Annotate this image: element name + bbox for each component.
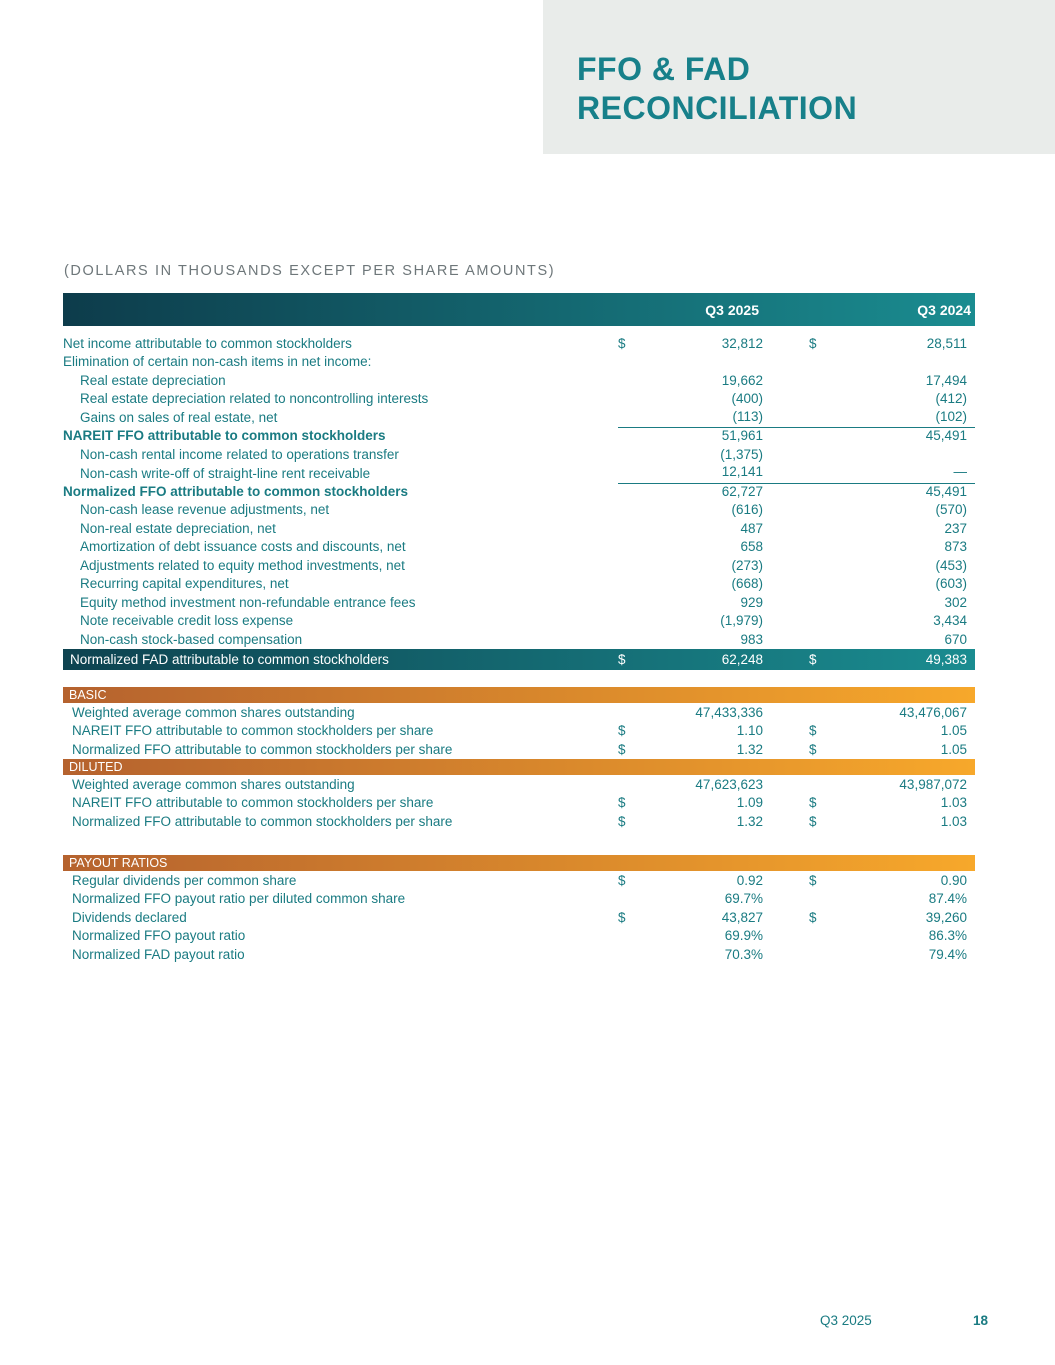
row-label: Normalized FAD attributable to common stockholders bbox=[70, 651, 389, 667]
value-q3-2025: 47,433,336 bbox=[695, 704, 763, 720]
value-q3-2024: 79.4% bbox=[928, 946, 967, 962]
footer-page-number: 18 bbox=[973, 1313, 989, 1328]
row-label: Normalized FFO payout ratio bbox=[72, 928, 246, 944]
dollar-sign-q3-2025: $ bbox=[618, 741, 626, 757]
row-label: Weighted average common shares outstanding bbox=[72, 704, 355, 720]
table-row bbox=[63, 871, 975, 890]
dollar-sign-q3-2024: $ bbox=[809, 651, 817, 667]
value-q3-2024: 87.4% bbox=[928, 891, 967, 907]
dollar-sign-q3-2025: $ bbox=[618, 335, 626, 351]
units-note: (DOLLARS IN THOUSANDS EXCEPT PER SHARE AMOUNTS) bbox=[64, 263, 556, 279]
row-label: Note receivable credit loss expense bbox=[80, 613, 294, 629]
row-label: Equity method investment non-refundable entrance fees bbox=[80, 594, 416, 610]
row-label: Normalized FFO attributable to common stockholders bbox=[63, 483, 409, 499]
section-gap bbox=[63, 831, 975, 855]
value-q3-2024: 237 bbox=[944, 520, 967, 536]
value-q3-2024: 28,511 bbox=[926, 335, 967, 351]
table-row bbox=[63, 908, 975, 927]
table-row bbox=[63, 575, 975, 594]
row-label: Normalized FFO attributable to common stockholders per share bbox=[72, 813, 453, 829]
value-q3-2024: 1.05 bbox=[940, 723, 967, 739]
table-row bbox=[63, 775, 975, 794]
value-q3-2025: 62,248 bbox=[721, 651, 763, 667]
value-q3-2025: 983 bbox=[740, 631, 763, 647]
value-q3-2025: 62,727 bbox=[721, 483, 763, 499]
value-q3-2025: 487 bbox=[740, 520, 763, 536]
table-row bbox=[63, 945, 975, 964]
row-label: Non-real estate depreciation, net bbox=[80, 520, 276, 536]
ffo-fad-table bbox=[63, 293, 975, 964]
value-q3-2024: — bbox=[839, 463, 975, 484]
dollar-sign-q3-2025 bbox=[618, 408, 648, 429]
row-label: Non-cash stock-based compensation bbox=[80, 631, 303, 647]
value-q3-2025: 12,141 bbox=[648, 463, 763, 484]
column-spacer bbox=[763, 463, 809, 484]
section-header-diluted: DILUTED bbox=[63, 759, 975, 776]
value-q3-2024: 670 bbox=[944, 631, 967, 647]
row-label: Net income attributable to common stockholders bbox=[63, 335, 352, 351]
table-row bbox=[63, 501, 975, 520]
row-label: NAREIT FFO attributable to common stockholders per share bbox=[72, 723, 434, 739]
row-label: Non-cash rental income related to operations transfer bbox=[80, 446, 399, 462]
table-row bbox=[63, 722, 975, 741]
value-q3-2024: (603) bbox=[935, 576, 967, 592]
page-title bbox=[577, 50, 857, 128]
value-q3-2025: (668) bbox=[731, 576, 763, 592]
row-label: Regular dividends per common share bbox=[72, 872, 297, 888]
total-row bbox=[63, 649, 975, 670]
value-q3-2025: 658 bbox=[740, 539, 763, 555]
value-q3-2024: 39,260 bbox=[925, 909, 967, 925]
row-label: Normalized FAD payout ratio bbox=[72, 946, 245, 962]
value-q3-2024: 873 bbox=[944, 539, 967, 555]
row-label: Amortization of debt issuance costs and discounts, net bbox=[80, 539, 406, 555]
value-q3-2025: 69.9% bbox=[724, 928, 763, 944]
row-label: Gains on sales of real estate, net bbox=[80, 410, 278, 426]
value-q3-2024: (412) bbox=[935, 391, 967, 407]
dollar-sign-q3-2024: $ bbox=[809, 909, 817, 925]
table-row bbox=[63, 812, 975, 831]
col-header-q3-2024: Q3 2024 bbox=[917, 301, 971, 318]
value-q3-2025: (1,375) bbox=[720, 446, 763, 462]
value-q3-2024: 43,987,072 bbox=[899, 776, 967, 792]
value-q3-2025: (1,979) bbox=[720, 613, 763, 629]
dollar-sign-q3-2024: $ bbox=[809, 813, 817, 829]
value-q3-2024: (102) bbox=[839, 408, 975, 429]
section-gap bbox=[63, 670, 975, 687]
value-q3-2025: 51,961 bbox=[721, 428, 763, 444]
table-header-bar bbox=[63, 293, 975, 326]
value-q3-2025: (400) bbox=[731, 391, 763, 407]
table-row bbox=[63, 593, 975, 612]
value-q3-2024: (570) bbox=[935, 502, 967, 518]
table-row bbox=[63, 464, 975, 483]
table-row bbox=[63, 371, 975, 390]
value-q3-2025: 70.3% bbox=[724, 946, 763, 962]
dollar-sign-q3-2024 bbox=[809, 408, 839, 429]
table-row bbox=[63, 794, 975, 813]
value-q3-2025: 0.92 bbox=[736, 872, 763, 888]
dollar-sign-q3-2024: $ bbox=[809, 741, 817, 757]
table-row bbox=[63, 890, 975, 909]
row-label: NAREIT FFO attributable to common stockholders per share bbox=[72, 795, 434, 811]
value-q3-2025: 1.32 bbox=[736, 813, 763, 829]
value-q3-2025: (273) bbox=[731, 557, 763, 573]
dollar-sign-q3-2024: $ bbox=[809, 335, 817, 351]
row-label: Weighted average common shares outstanding bbox=[72, 776, 355, 792]
section-header-basic: BASIC bbox=[63, 687, 975, 704]
column-spacer bbox=[763, 408, 809, 429]
table-row bbox=[63, 445, 975, 464]
table-row bbox=[63, 927, 975, 946]
table-row bbox=[63, 740, 975, 759]
value-q3-2025: 32,812 bbox=[721, 335, 763, 351]
header-banner bbox=[543, 0, 1055, 154]
table-row bbox=[63, 353, 975, 372]
row-label: Normalized FFO attributable to common stockholders per share bbox=[72, 741, 453, 757]
page-title-line1: FFO & FAD bbox=[577, 51, 751, 87]
value-q3-2024: (453) bbox=[935, 557, 967, 573]
footer-quarter-label: Q3 2025 bbox=[820, 1313, 872, 1328]
dollar-sign-q3-2024 bbox=[809, 463, 839, 484]
value-q3-2024: 17,494 bbox=[925, 372, 967, 388]
value-q3-2024: 49,383 bbox=[925, 651, 967, 667]
col-header-q3-2025: Q3 2025 bbox=[705, 301, 759, 318]
value-q3-2024: 1.03 bbox=[940, 813, 967, 829]
value-q3-2025: 1.09 bbox=[736, 795, 763, 811]
value-q3-2024: 1.03 bbox=[940, 795, 967, 811]
value-q3-2024: 3,434 bbox=[933, 613, 967, 629]
dollar-sign-q3-2024: $ bbox=[809, 795, 817, 811]
dollar-sign-q3-2025: $ bbox=[618, 909, 626, 925]
dollar-sign-q3-2025: $ bbox=[618, 723, 626, 739]
table-row bbox=[63, 630, 975, 649]
value-q3-2025: 69.7% bbox=[724, 891, 763, 907]
dollar-sign-q3-2024: $ bbox=[809, 872, 817, 888]
row-label: Adjustments related to equity method investments, net bbox=[80, 557, 405, 573]
page-title-line2: RECONCILIATION bbox=[577, 90, 858, 126]
row-label: Real estate depreciation related to noncontrolling interests bbox=[80, 391, 429, 407]
dollar-sign-q3-2025: $ bbox=[618, 813, 626, 829]
table-row bbox=[63, 703, 975, 722]
dollar-sign-q3-2024: $ bbox=[809, 723, 817, 739]
value-q3-2024: 43,476,067 bbox=[899, 704, 967, 720]
value-q3-2025: 929 bbox=[740, 594, 763, 610]
dollar-sign-q3-2025: $ bbox=[618, 795, 626, 811]
value-q3-2025: (616) bbox=[731, 502, 763, 518]
row-label: Non-cash write-off of straight-line rent receivable bbox=[80, 465, 371, 481]
value-q3-2025: 1.10 bbox=[736, 723, 763, 739]
dollar-sign-q3-2025 bbox=[618, 463, 648, 484]
value-q3-2025: (113) bbox=[648, 408, 763, 429]
value-q3-2024: 1.05 bbox=[940, 741, 967, 757]
section-header-payout-ratios: PAYOUT RATIOS bbox=[63, 855, 975, 872]
table-row bbox=[63, 427, 975, 446]
dollar-sign-q3-2025: $ bbox=[618, 872, 626, 888]
row-label: Normalized FFO payout ratio per diluted common share bbox=[72, 891, 406, 907]
dollar-sign-q3-2025: $ bbox=[618, 651, 626, 667]
row-label: Recurring capital expenditures, net bbox=[80, 576, 289, 592]
table-row bbox=[63, 334, 975, 353]
value-q3-2025: 47,623,623 bbox=[695, 776, 763, 792]
value-q3-2025: 43,827 bbox=[721, 909, 763, 925]
value-q3-2024: 0.90 bbox=[940, 872, 967, 888]
row-label: Non-cash lease revenue adjustments, net bbox=[80, 502, 330, 518]
value-q3-2025: 19,662 bbox=[721, 372, 763, 388]
table-row bbox=[63, 556, 975, 575]
value-q3-2024: 45,491 bbox=[925, 428, 967, 444]
table-row bbox=[63, 612, 975, 631]
row-label: NAREIT FFO attributable to common stockholders bbox=[63, 428, 386, 444]
table-row bbox=[63, 519, 975, 538]
table-row bbox=[63, 538, 975, 557]
row-label: Real estate depreciation bbox=[80, 372, 226, 388]
value-q3-2024: 86.3% bbox=[928, 928, 967, 944]
table-row bbox=[63, 482, 975, 501]
value-q3-2024: 302 bbox=[944, 594, 967, 610]
table-row bbox=[63, 408, 975, 427]
value-q3-2025: 1.32 bbox=[736, 741, 763, 757]
value-q3-2024: 45,491 bbox=[925, 483, 967, 499]
table-body bbox=[63, 334, 975, 964]
row-label: Elimination of certain non-cash items in net income: bbox=[63, 354, 372, 370]
table-row bbox=[63, 390, 975, 409]
row-label: Dividends declared bbox=[72, 909, 187, 925]
